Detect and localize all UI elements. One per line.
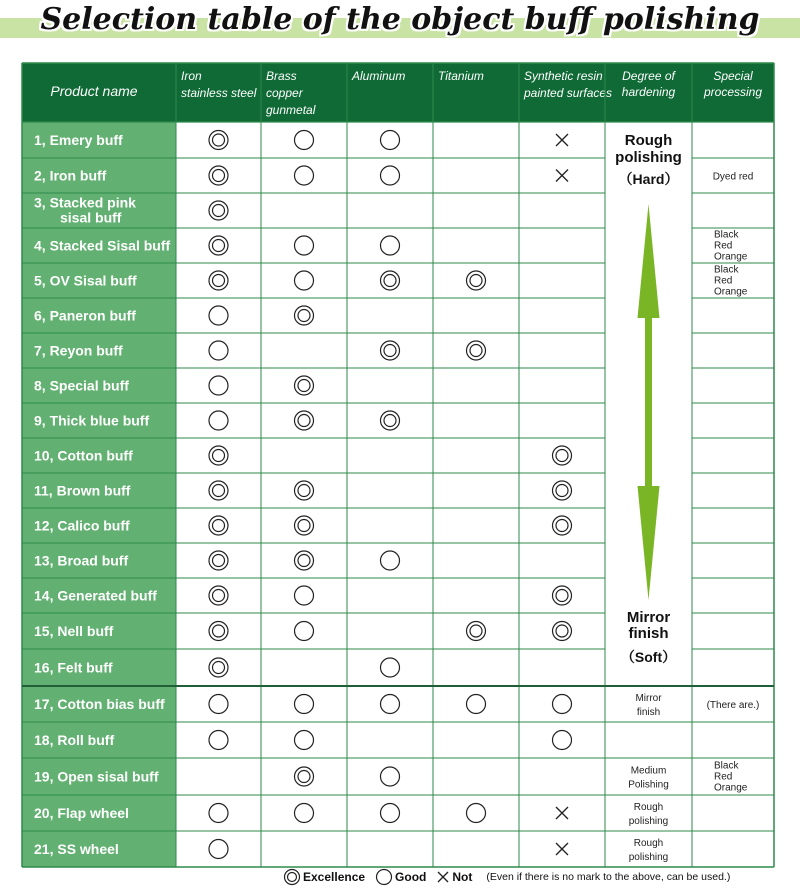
excellence-mark-inner (556, 590, 568, 602)
excellence-mark-inner (298, 380, 310, 392)
excellence-mark (295, 481, 314, 500)
excellence-mark-inner (384, 415, 396, 427)
excellence-mark-inner (213, 485, 225, 497)
excellence-mark-inner (213, 134, 225, 146)
excellence-mark-inner (298, 415, 310, 427)
good-mark (381, 551, 400, 570)
page-title: Selection table of the object buff polishing (40, 2, 760, 37)
product-name: 9, Thick blue buff (34, 412, 150, 429)
special-processing-text: Dyed red (712, 171, 754, 183)
excellence-mark-inner (213, 555, 225, 567)
good-mark (295, 731, 314, 750)
product-name: 21, SS wheel (34, 841, 119, 857)
excellence-mark (209, 166, 228, 185)
excellence-mark-inner (213, 240, 225, 252)
arrow-shaft (645, 316, 652, 490)
excellence-mark-inner (556, 450, 568, 462)
good-mark (553, 695, 572, 714)
excellence-mark (209, 658, 228, 677)
product-name: 3, Stacked pink (34, 194, 136, 211)
header-product-name: Product name (50, 83, 138, 99)
excellence-mark-inner (470, 625, 482, 637)
degree-text: polishing (628, 852, 669, 863)
header-material-3: Titanium (438, 69, 484, 83)
degree-text: Mirror (635, 693, 662, 704)
hardening-rough: Rough (624, 132, 673, 149)
good-mark (209, 306, 228, 325)
excellence-mark-inner (213, 625, 225, 637)
product-name: 8, Special buff (34, 377, 129, 394)
excellence-mark (467, 622, 486, 641)
header-special-processing: processing (703, 85, 763, 99)
excellence-mark (295, 767, 314, 786)
special-processing-text: (There are.) (706, 700, 760, 711)
excellence-mark (209, 551, 228, 570)
excellence-mark (209, 586, 228, 605)
excellence-mark-inner (556, 485, 568, 497)
excellence-mark (381, 411, 400, 430)
good-mark (295, 271, 314, 290)
excellence-mark-inner (384, 345, 396, 357)
excellence-mark (295, 376, 314, 395)
product-name: 10, Cotton buff (34, 447, 133, 464)
excellence-mark-inner (470, 345, 482, 357)
legend-note: (Even if there is no mark to the above, can be used.) (486, 871, 731, 883)
excellence-mark-inner (384, 275, 396, 287)
header-material-1: Brass (266, 69, 297, 83)
good-mark (381, 804, 400, 823)
excellence-mark-inner (213, 170, 225, 182)
good-mark (209, 840, 228, 859)
special-processing-text: Black (714, 264, 739, 276)
good-mark (209, 341, 228, 360)
legend (283, 867, 798, 887)
hardening-polishing: polishing (615, 149, 682, 166)
good-mark (381, 767, 400, 786)
good-mark (381, 131, 400, 150)
excellence-mark (381, 271, 400, 290)
degree-text: polishing (628, 816, 669, 827)
good-mark (209, 376, 228, 395)
excellence-mark (209, 516, 228, 535)
product-name: 6, Paneron buff (34, 307, 136, 324)
product-name: 15, Nell buff (34, 623, 114, 639)
header-material-4: painted surfaces (524, 86, 613, 100)
header-material-1: copper (266, 86, 303, 100)
product-name: 18, Roll buff (34, 732, 115, 748)
header-material-0: Iron (181, 69, 202, 83)
excellence-mark (381, 341, 400, 360)
product-name: 1, Emery buff (34, 132, 123, 148)
product-name: 13, Broad buff (34, 552, 129, 569)
excellence-mark-inner (298, 520, 310, 532)
hardening-mirror: Mirror (626, 609, 671, 626)
good-mark (467, 695, 486, 714)
excellence-mark (209, 622, 228, 641)
header-degree-of-hardening: Degree of (622, 69, 675, 83)
product-name: 2, Iron buff (34, 167, 107, 184)
excellence-mark (467, 341, 486, 360)
excellence-mark (295, 411, 314, 430)
good-mark (209, 804, 228, 823)
good-mark (209, 731, 228, 750)
excellence-mark-inner (213, 520, 225, 532)
good-mark (295, 695, 314, 714)
excellence-mark (209, 446, 228, 465)
excellence-mark-inner (298, 771, 310, 783)
degree-text: Rough (633, 838, 664, 849)
hardening-soft: （Soft） (620, 649, 677, 665)
good-mark (295, 586, 314, 605)
good-mark (553, 731, 572, 750)
degree-text: Polishing (628, 779, 669, 791)
product-name: 5, OV Sisal buff (34, 272, 137, 289)
legend-not: Not (452, 870, 473, 884)
excellence-mark (295, 306, 314, 325)
product-name: 12, Calico buff (34, 517, 130, 534)
excellence-mark-inner (470, 275, 482, 287)
degree-text: finish (636, 707, 661, 718)
excellence-mark-inner (213, 205, 225, 217)
special-processing-text: Red (714, 240, 733, 252)
special-processing-text: Black (714, 229, 739, 241)
excellence-mark (209, 236, 228, 255)
product-name: 20, Flap wheel (34, 805, 129, 821)
good-mark (295, 236, 314, 255)
arrow-up-head (638, 204, 660, 318)
good-mark (467, 804, 486, 823)
excellence-mark (295, 551, 314, 570)
excellence-mark (209, 131, 228, 150)
excellence-icon (283, 868, 301, 886)
header-material-2: Aluminum (352, 69, 406, 83)
good-mark (295, 622, 314, 641)
product-name: 14, Generated buff (34, 587, 157, 604)
excellence-mark (553, 481, 572, 500)
special-processing-text: Red (714, 771, 733, 783)
degree-text: Medium (630, 765, 667, 777)
excellence-mark (209, 201, 228, 220)
excellence-mark-inner (213, 275, 225, 287)
special-processing-text: Orange (714, 782, 748, 794)
good-mark (295, 166, 314, 185)
header-material-4: Synthetic resin (524, 69, 603, 83)
good-icon (375, 868, 393, 886)
good-mark (381, 166, 400, 185)
product-name: 11, Brown buff (34, 482, 131, 499)
excellence-mark-inner (213, 590, 225, 602)
good-mark (381, 695, 400, 714)
excellence-mark-inner (298, 310, 310, 322)
product-name: 7, Reyon buff (34, 342, 123, 359)
excellence-mark (553, 586, 572, 605)
legend-good: Good (395, 870, 427, 884)
hardening-finish: finish (628, 625, 669, 642)
product-name: sisal buff (60, 209, 122, 226)
excellence-mark-inner (298, 485, 310, 497)
excellence-mark-inner (556, 520, 568, 532)
header-degree-of-hardening: hardening (621, 85, 676, 99)
product-name: 19, Open sisal buff (34, 768, 159, 785)
good-mark (295, 131, 314, 150)
excellence-mark-inner (556, 625, 568, 637)
special-processing-text: Orange (714, 286, 748, 298)
special-processing-text: Orange (714, 251, 748, 263)
special-processing-text: Black (714, 760, 739, 772)
excellence-mark (553, 622, 572, 641)
good-mark (381, 658, 400, 677)
excellence-mark (209, 271, 228, 290)
header-material-0: stainless steel (181, 86, 257, 100)
legend-excellence: Excellence (303, 870, 366, 884)
product-name: 17, Cotton bias buff (34, 696, 165, 712)
good-mark (295, 804, 314, 823)
product-name: 16, Felt buff (34, 659, 113, 676)
excellence-mark (553, 516, 572, 535)
hardening-hard: （Hard） (618, 171, 679, 187)
header-material-1: gunmetal (266, 103, 316, 117)
degree-text: Rough (633, 802, 664, 813)
excellence-mark-inner (213, 450, 225, 462)
excellence-mark (209, 481, 228, 500)
good-mark (209, 411, 228, 430)
excellence-mark-inner (298, 555, 310, 567)
excellence-mark (295, 516, 314, 535)
not-icon (436, 870, 450, 884)
excellence-mark-inner (213, 662, 225, 674)
excellence-mark (553, 446, 572, 465)
special-processing-text: Red (714, 275, 733, 287)
arrow-down-head (638, 486, 660, 600)
header-special-processing: Special (713, 69, 753, 83)
good-mark (381, 236, 400, 255)
product-name: 4, Stacked Sisal buff (34, 237, 171, 254)
excellence-mark (467, 271, 486, 290)
good-mark (209, 695, 228, 714)
